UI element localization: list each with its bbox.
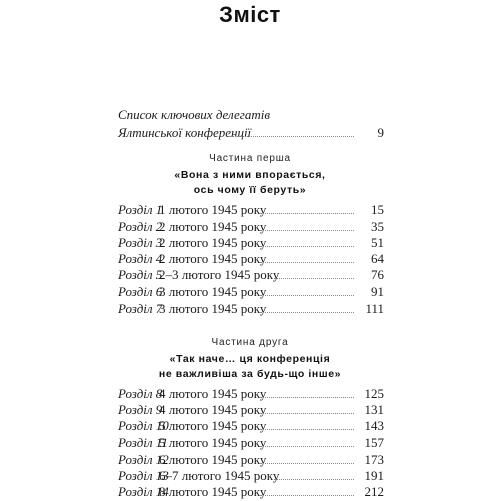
toc-entry-chapter-6[interactable] [118, 283, 384, 301]
chapter-label: Розділ 1 [118, 202, 163, 217]
page-number: 35 [371, 219, 384, 234]
page-number: 76 [371, 267, 384, 282]
dot-leader [260, 310, 354, 313]
chapter-label: Розділ 4 [118, 251, 163, 266]
part-label-1: Частина перша [209, 153, 291, 164]
dot-leader [274, 477, 354, 480]
entry-title-line-2: Ялтинської конференції [118, 125, 252, 140]
chapter-date: 8 лютого 1945 року [159, 484, 267, 499]
page-number: 9 [377, 125, 384, 140]
chapter-date: 3 лютого 1945 року [159, 301, 267, 316]
page-number: 191 [364, 468, 384, 483]
part-title-1-line-1: «Вона з ними впорається, [174, 169, 326, 181]
chapter-label: Розділ 8 [118, 386, 163, 401]
chapter-date: 5 лютого 1945 року [159, 435, 267, 450]
entry-title-line-1: Список ключових делегатів [118, 107, 270, 122]
chapter-label: Розділ 3 [118, 235, 163, 250]
toc-entry-delegates[interactable] [118, 106, 384, 142]
part-title-2-line-1: «Так наче… ця конференція [169, 353, 331, 365]
chapter-date: 6 лютого 1945 року [159, 452, 267, 467]
chapter-date: 6–7 лютого 1945 року [159, 468, 280, 483]
chapter-label: Розділ 5 [118, 267, 163, 282]
dot-leader [260, 395, 354, 398]
part-title-1-line-2: ось чому її беруть» [193, 184, 307, 196]
chapter-date: 2 лютого 1945 року [159, 219, 267, 234]
page-number: 111 [365, 301, 384, 316]
page-number: 91 [371, 284, 384, 299]
chapter-date: 2 лютого 1945 року [159, 251, 267, 266]
dot-leader [260, 411, 354, 414]
dot-leader [260, 461, 354, 464]
chapter-date: 1 лютого 1945 року [159, 202, 267, 217]
toc-entry-chapter-7[interactable] [118, 300, 384, 318]
page-number: 212 [364, 484, 384, 499]
part-label-2: Частина друга [211, 337, 289, 348]
dot-leader [260, 493, 354, 496]
chapter-label: Розділ 9 [118, 402, 163, 417]
chapter-label: Розділ 11 [118, 435, 168, 450]
page-number: 51 [371, 235, 384, 250]
dot-leader [230, 134, 354, 137]
chapter-date: 4 лютого 1945 року [159, 386, 267, 401]
dot-leader [260, 427, 354, 430]
page-number: 125 [364, 386, 384, 401]
chapter-date: 4 лютого 1945 року [159, 402, 267, 417]
chapter-date: 2–3 лютого 1945 року [159, 267, 280, 282]
dot-leader [274, 276, 354, 279]
chapter-label: Розділ 7 [118, 301, 163, 316]
page-number: 173 [364, 452, 384, 467]
page-number: 143 [364, 418, 384, 433]
part-title-2-line-2: не важливіша за будь-що інше» [158, 368, 342, 380]
toc-entry-chapter-5[interactable] [118, 266, 384, 284]
chapter-label: Розділ 14 [118, 484, 169, 499]
toc-entry-chapter-10[interactable] [118, 417, 384, 435]
dot-leader [260, 444, 354, 447]
toc-entry-chapter-1[interactable] [118, 201, 384, 219]
dot-leader [260, 228, 354, 231]
page-number: 64 [371, 251, 384, 266]
chapter-date: 5 лютого 1945 року [159, 418, 267, 433]
page-number: 15 [371, 202, 384, 217]
chapter-date: 3 лютого 1945 року [159, 284, 267, 299]
page-number: 157 [364, 435, 384, 450]
dot-leader [260, 293, 354, 296]
chapter-label: Розділ 6 [118, 284, 163, 299]
chapter-date: 2 лютого 1945 року [159, 235, 267, 250]
dot-leader [260, 260, 354, 263]
page-title: Зміст [219, 2, 281, 27]
chapter-label: Розділ 10 [118, 418, 169, 433]
chapter-label: Розділ 13 [118, 468, 169, 483]
page-number: 131 [364, 402, 384, 417]
dot-leader [260, 244, 354, 247]
chapter-label: Розділ 12 [118, 452, 169, 467]
chapter-label: Розділ 2 [118, 219, 163, 234]
toc-entry-chapter-11[interactable] [118, 434, 384, 452]
dot-leader [260, 211, 354, 214]
toc-entry-chapter-14[interactable] [118, 483, 384, 501]
